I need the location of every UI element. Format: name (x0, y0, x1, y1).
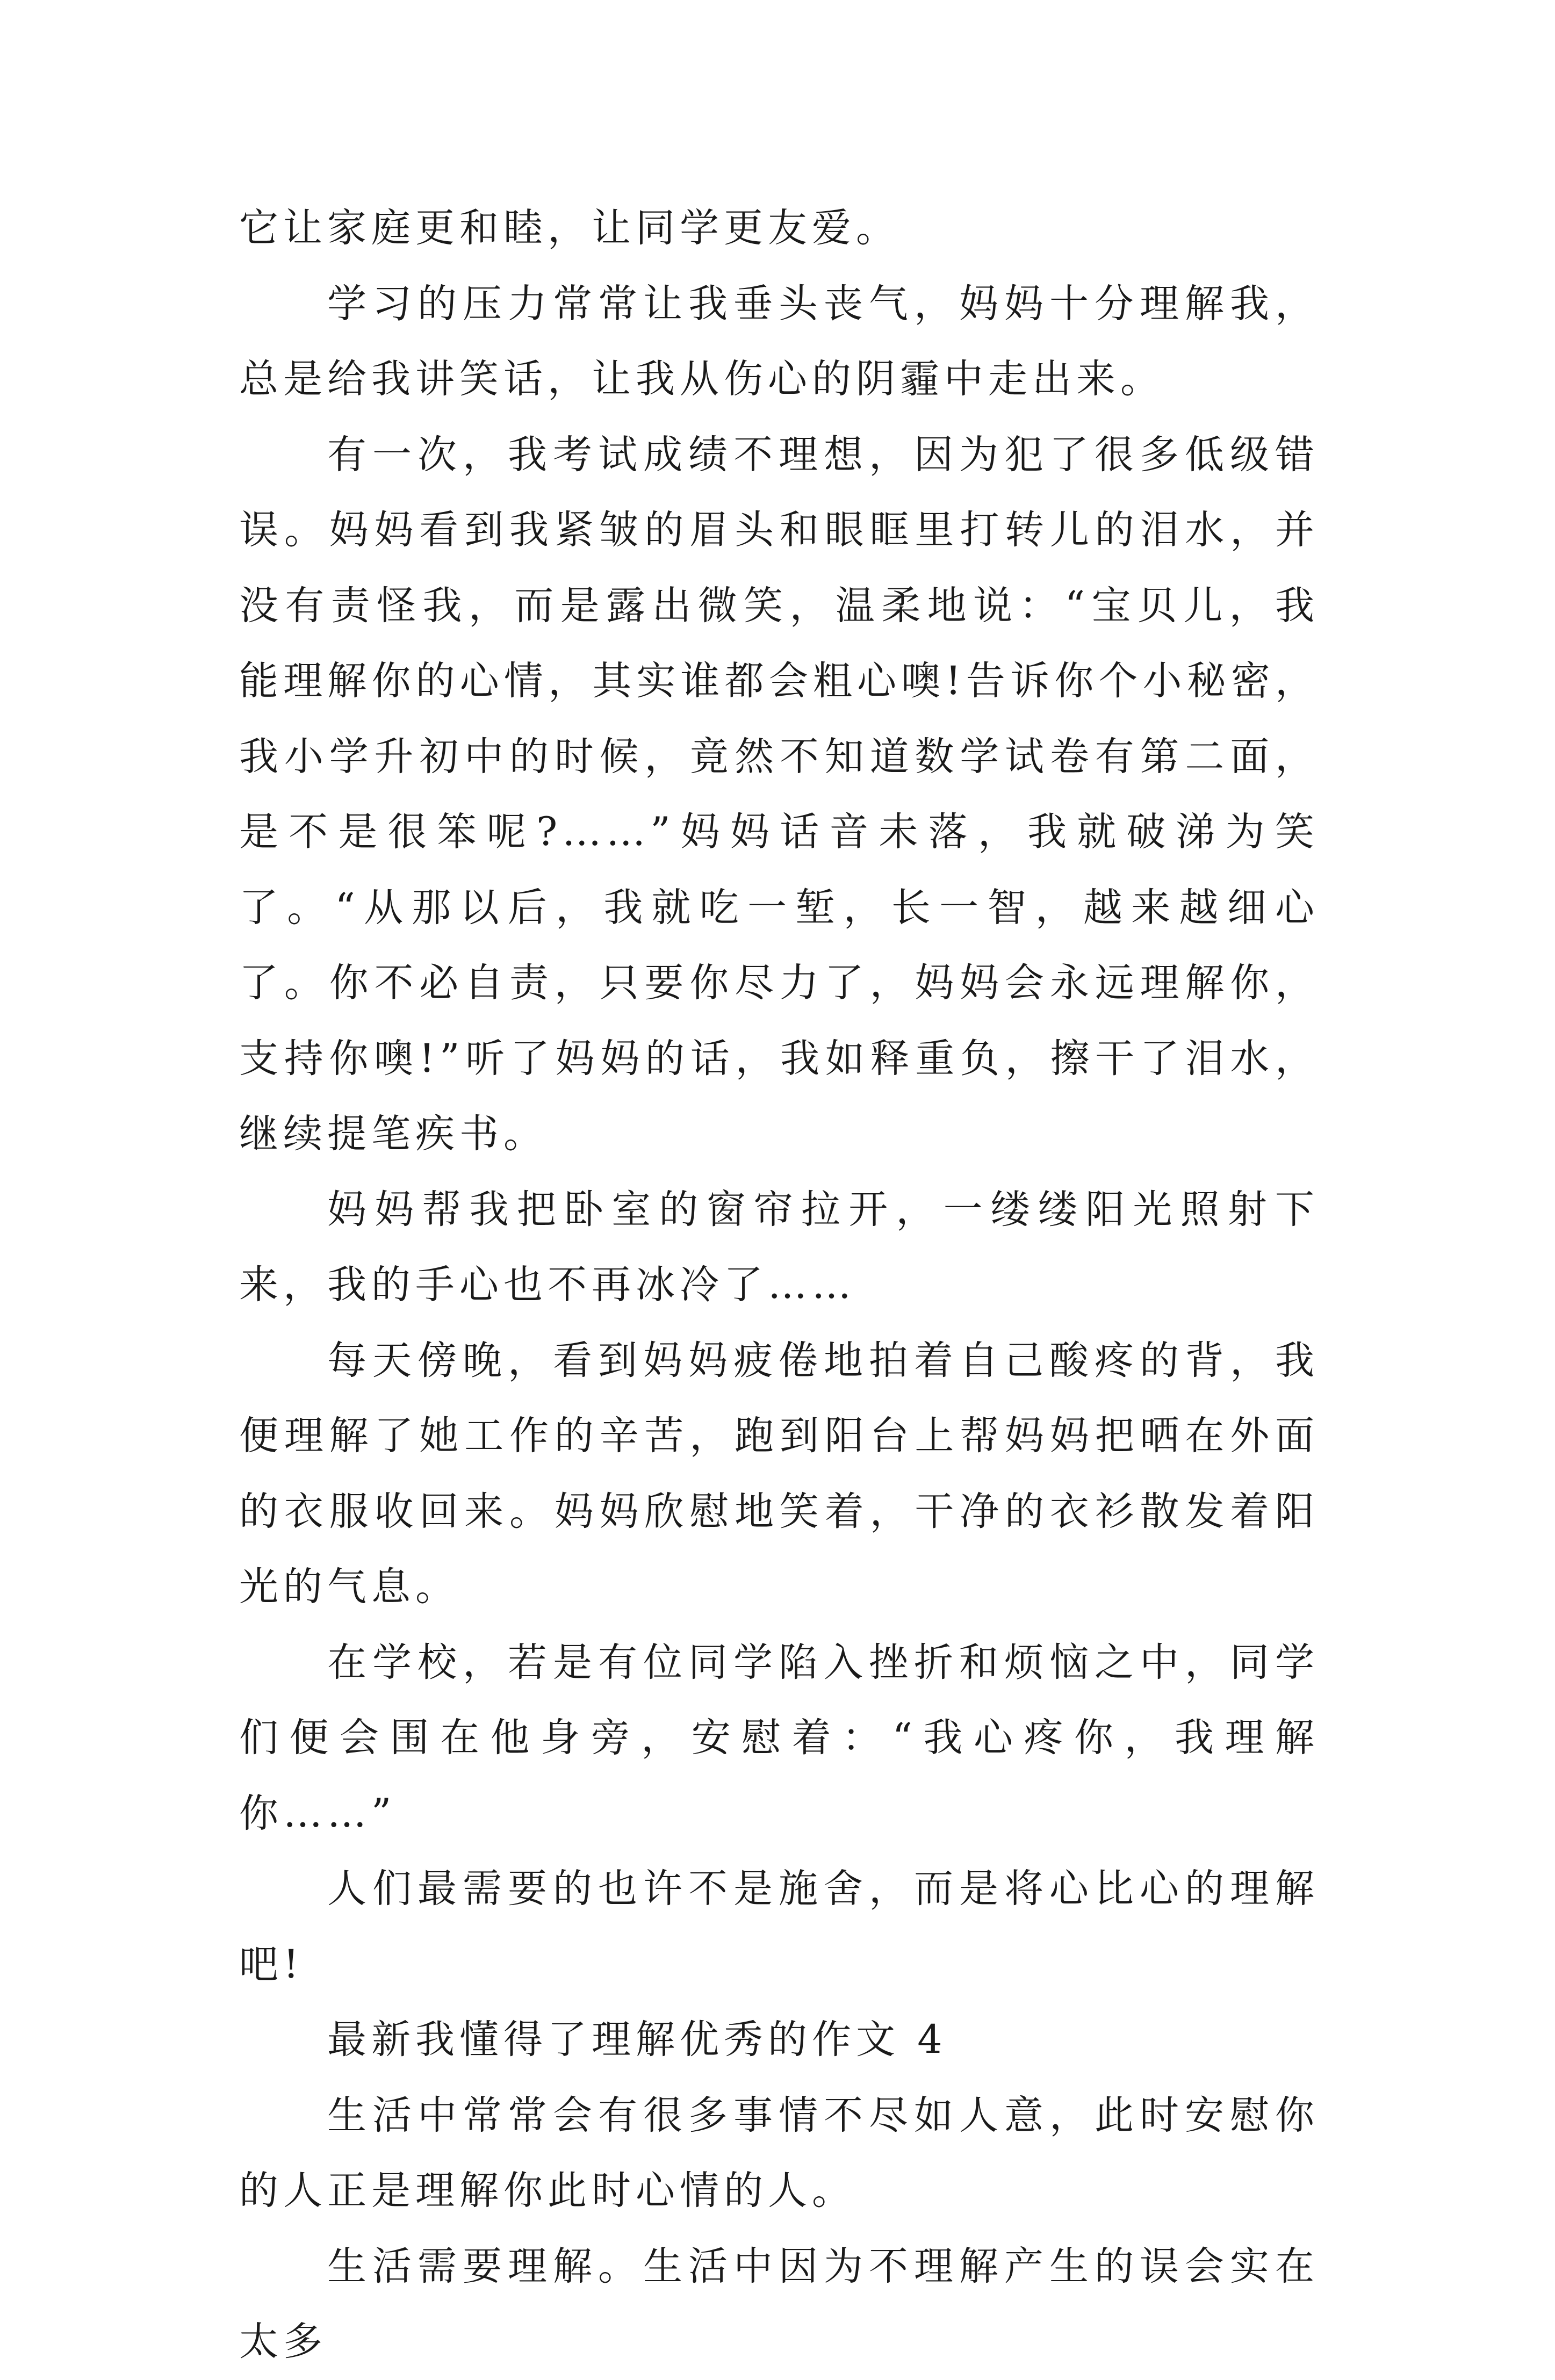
paragraph: 妈妈帮我把卧室的窗帘拉开，一缕缕阳光照射下来，我的手心也不再冰冷了…… (239, 1186, 1319, 1308)
paragraph: 学习的压力常常让我垂头丧气，妈妈十分理解我，总是给我讲笑话，让我从伤心的阴霾中走出来。 (239, 280, 1319, 402)
paragraph: 有一次，我考试成绩不理想，因为犯了很多低级错误。妈妈看到我紧皱的眉头和眼眶里打转儿的泪水，并没有责怪我，而是露出微笑，温柔地说：“宝贝儿，我能理解你的心情，其实谁都会粗心噢!告诉你个小秘密，我小学升初中的时候，竟然不知道数学试卷有第二面，是不是很笨呢?……”妈妈话音未落，我就破涕为笑了。“从那以后，我就吃一堑，长一智，越来越细心了。你不必自责，只要你尽力了，妈妈会永远理解你，支持你噢!”听了妈妈的话，我如释重负，擦干了泪水，继续提笔疾书。 (239, 431, 1319, 1157)
paragraph: 生活需要理解。生活中因为不理解产生的误会实在太多 (239, 2243, 1319, 2364)
paragraph: 它让家庭更和睦，让同学更友爱。 (239, 205, 900, 251)
paragraph: 人们最需要的也许不是施舍，而是将心比心的理解吧! (239, 1866, 1319, 1987)
paragraph: 每天傍晚，看到妈妈疲倦地拍着自己酸疼的背，我便理解了她工作的辛苦，跑到阳台上帮妈妈把晒在外面的衣服收回来。妈妈欣慰地笑着，干净的衣衫散发着阳光的气息。 (239, 1337, 1319, 1610)
paragraph: 生活中常常会有很多事情不尽如人意，此时安慰你的人正是理解你此时心情的人。 (239, 2092, 1319, 2213)
section-heading: 最新我懂得了理解优秀的作文 4 (327, 2017, 947, 2062)
paragraph: 在学校，若是有位同学陷入挫折和烦恼之中，同学们便会围在他身旁，安慰着：“我心疼你，我理解你……” (239, 1639, 1319, 1836)
article-body (239, 191, 1319, 2380)
